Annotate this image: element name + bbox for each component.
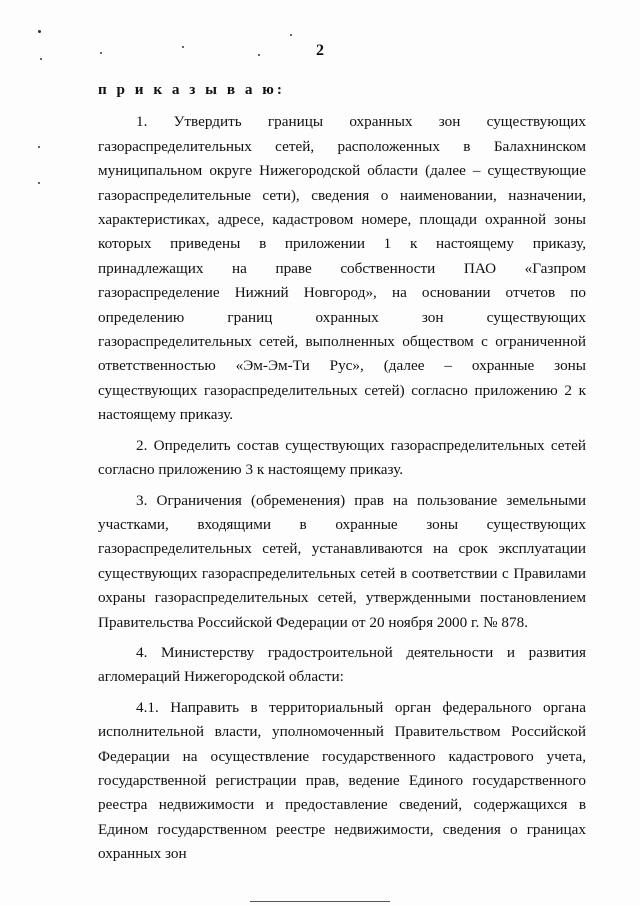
scan-speck: [290, 34, 292, 36]
paragraph-3: 3. Ограничения (обременения) прав на пользование земельными участками, входящими в охранные зоны существующих газораспределительных сетей, устанавливаются на срок эксплуатации существующих газораспределительных сетей в соответствии с Правилами охраны газораспределительных сетей, утвержденными постановлением Правительства Российской Федерации от 20 ноября 2000 г. № 878.: [98, 491, 586, 631]
document-body: [98, 78, 586, 873]
page-number: 2: [316, 42, 324, 59]
paragraph-4-1: 4.1. Направить в территориальный орган федерального органа исполнительной власти, уполномоченный Правительством Российской Федерации на осуществление государственного кадастрового учета, государственной регистрации прав, ведение Единого государственного реестра недвижимости и предоставление сведений, содержащихся в Едином государственном реестре недвижимости, сведения о границах охранных зон: [98, 698, 586, 863]
paragraph-4: 4. Министерству градостроительной деятельности и развития агломераций Нижегородской области:: [98, 643, 586, 686]
paragraph-1: 1. Утвердить границы охранных зон существующих газораспределительных сетей, расположенных в Балахнинском муниципальном округе Нижегородской области (далее – существующие газораспределительные сети), сведения о наименовании, назначении, характеристиках, адресе, кадастровом номере, площади охранной зоны которых приведены в приложении 1 к настоящему приказу, принадлежащих на праве собственности ПАО «Газпром газораспределение Нижний Новгород», на основании отчетов по определению границ охранных зон существующих газораспределительных сетей, выполненных обществом с ограниченной ответственностью «Эм-Эм-Ти Рус», (далее – охранные зоны существующих газораспределительных сетей) согласно приложению 2 к настоящему приказу.: [98, 113, 586, 424]
scan-speck: [38, 182, 40, 184]
paragraph-2: 2. Определить состав существующих газораспределительных сетей согласно приложению 3 к настоящему приказу.: [98, 436, 586, 479]
order-heading: п р и к а з ы в а ю:: [98, 81, 285, 98]
page-bottom-line: [250, 901, 390, 902]
scan-speck: [38, 146, 40, 148]
scan-speck: [38, 30, 41, 33]
